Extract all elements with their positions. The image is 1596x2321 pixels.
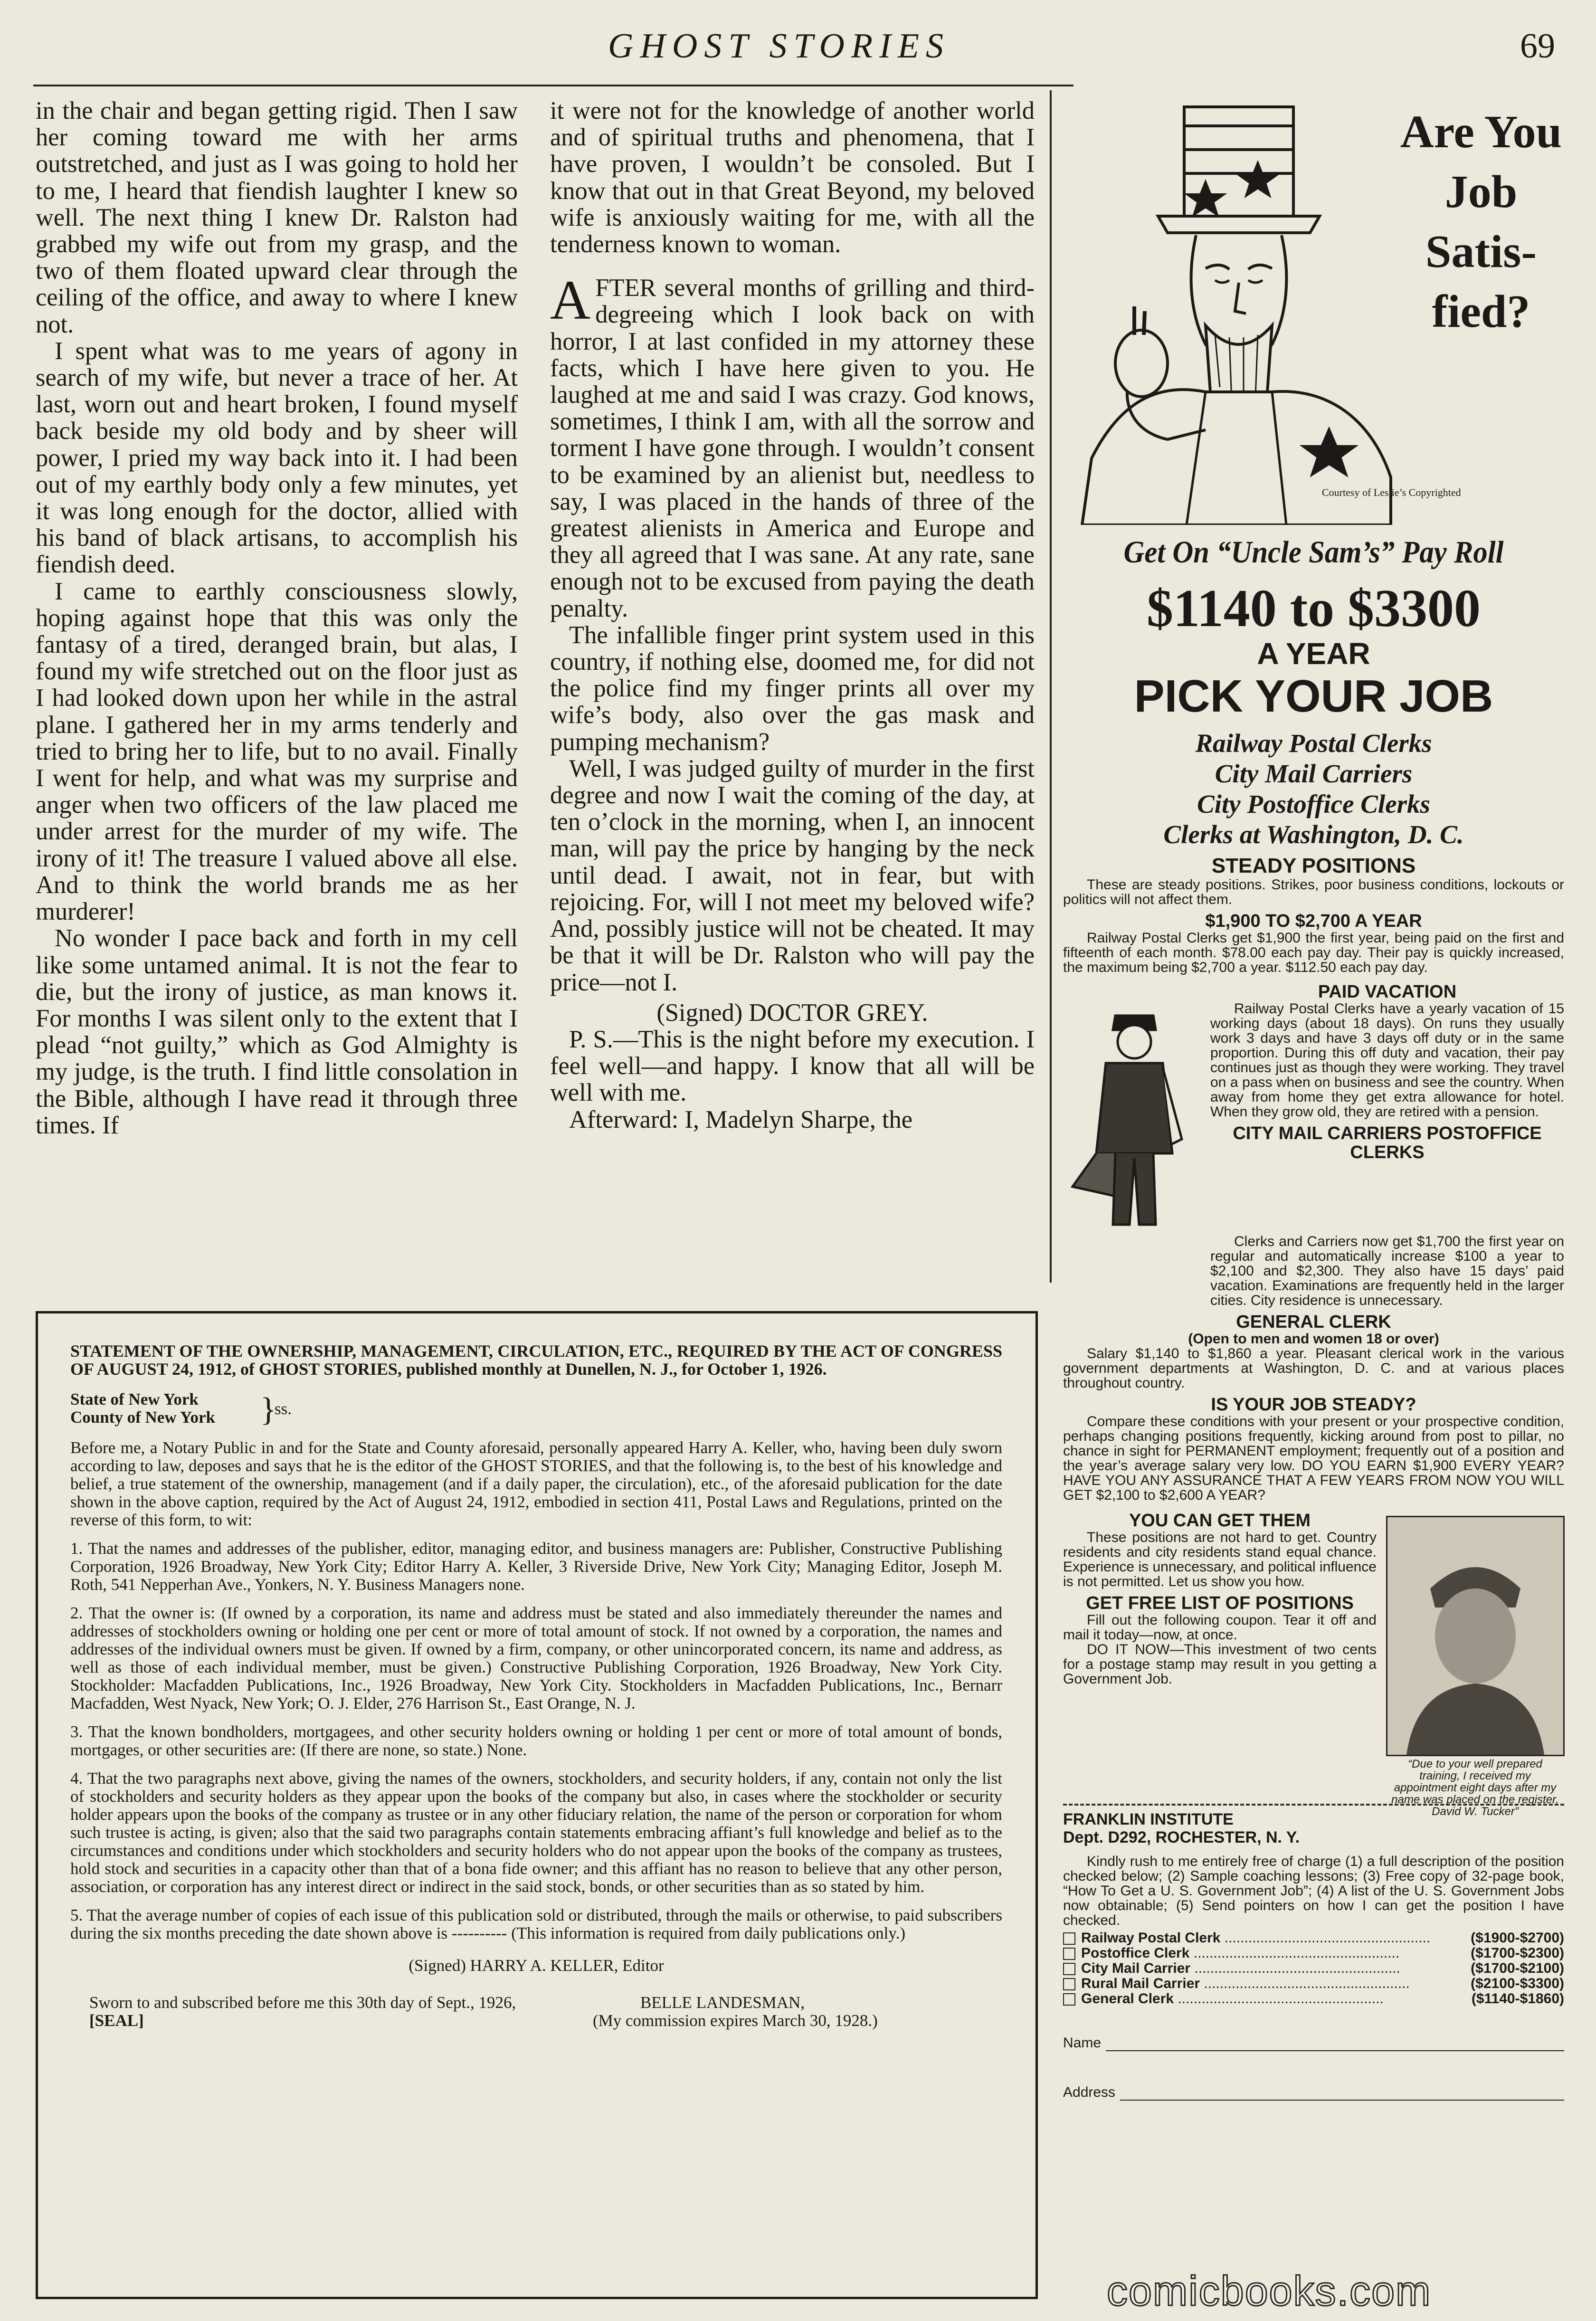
checklist-label: Railway Postal Clerk ..... <box>1081 1931 1471 1946</box>
page-header-title: GHOST STORIES <box>608 27 950 66</box>
checklist-row[interactable] <box>1063 1946 1564 1961</box>
story-paragraph: I came to earthly consciousness slowly, hoping against hope that this was only the fantasy of a tired, deranged brain, but alas, I found my wife stretched out on the floor just as I had looked down upon her while in the astral plane. I gathered her in my arms tenderly and tried to bring her to life, but to no avail. Finally I went for help, and what was my surprise and anger when two officers of the law placed me under arrest for the murder of my wife. The irony of it! The treasure I valued above all else. And to think the world brands me as her murderer! <box>36 577 518 926</box>
notary-name: BELLE LANDESMAN, <box>640 1993 805 2012</box>
uncle-sam-illustration <box>1063 97 1396 525</box>
job-item: Railway Postal Clerks <box>1195 729 1432 758</box>
job-item: City Postoffice Clerks <box>1197 790 1430 818</box>
statement-item-4: 4. That the two paragraphs next above, giving the names of the owners, stockholders, and security holders, if any, contain not only the list of stockholders and security holders as they appear upon the books of the company but also, in cases where the stockholder or security holder appears upon the books of the company as trustee or in any other fiduciary relation, the name of the person or corporation for whom such trustee is acting, is given; also that the said two paragraphs contain statements embracing affiant’s full knowledge and belief as to the circumstances and conditions under which stockholders and security holders who do not appear upon the books of the company as trustees, hold stock and securities in a capacity other than that of a bona fide owner; and this affiant has no reason to believe that any other person, association, or corporation has any interest direct or indirect in the said stock, bonds, or other securities than as so stated by him. <box>70 1769 1002 1896</box>
salary-text: Railway Postal Clerks get $1,900 the first year, being paid on the first and fifteenth of each month. $78.00 each pay day. Their pay is quickly increased, the maximum being $2,700 a year. $112.50 each pay day. <box>1063 930 1564 975</box>
statement-title: STATEMENT OF THE OWNERSHIP, MANAGEMENT, CIRCULATION, ETC., REQUIRED BY THE ACT OF CONGRESS OF AUGUST 24, 1912, of GHOST STORIES, published monthly at Dunellen, N. J., for October 1, 1926. <box>70 1341 1002 1379</box>
story-column-1 <box>36 97 518 1139</box>
statement-intro: Before me, a Notary Public in and for the State and County aforesaid, personally appeared Harry A. Keller, who, having been duly sworn according to law, deposes and says that he is the editor of the GHOST STORIES, and that the following is, to the best of his knowledge and belief, a true statement of the ownership, management (and if a daily paper, the circulation), etc., of the aforesaid publication for the date shown in the above caption, required by the Act of August 24, 1912, embodied in section 411, Postal Laws and Regulations, printed on the reverse of this form, to wit: <box>70 1438 1002 1529</box>
story-signature: (Signed) DOCTOR GREY. <box>656 999 928 1027</box>
brace-glyph: } <box>260 1391 276 1428</box>
illustration-credit: Courtesy of Leslie’s Copyrighted <box>1322 486 1461 498</box>
sworn-block <box>70 1994 1002 2032</box>
address-line[interactable] <box>1120 2087 1564 2101</box>
story-afterward: Afterward: I, Madelyn Sharpe, the <box>569 1105 913 1133</box>
free-list-text: Fill out the following coupon. Tear it off and mail it today—now, at once. <box>1063 1612 1377 1643</box>
ownership-statement-box <box>36 1311 1038 2299</box>
statement-signature: (Signed) HARRY A. KELLER, Editor <box>408 1956 664 1975</box>
column-divider <box>1050 90 1052 1283</box>
statement-item-3: 3. That the known bondholders, mortgagees, and other security holders owning or holding 1 per cent or more of total amount of bonds, mortgages, or other securities are: (If there are none, so state.) None. <box>70 1722 1002 1759</box>
drop-cap: A <box>550 269 591 332</box>
per-year-label: A YEAR <box>1257 637 1370 671</box>
do-it-now-text: DO IT NOW—This investment of two cents for a postage stamp may result in you getting a Government Job. <box>1063 1642 1377 1687</box>
checkbox[interactable] <box>1063 1993 1075 2006</box>
checklist-salary: ($1700-$2100) <box>1471 1960 1564 1976</box>
general-clerk-subheading: (Open to men and women 18 or over) <box>1188 1331 1439 1347</box>
checklist-label: City Mail Carrier ..... <box>1081 1961 1471 1976</box>
story-paragraph: it were not for the knowledge of another world and of spiritual truths and phenomena, that I have proven, I wouldn’t be consoled. But I know that out in that Great Beyond, my beloved wife is anxiously waiting for me, with all the tenderness known to woman. <box>550 97 1035 258</box>
testimonial-caption: “Due to your well prepared training, I received my appointment eight days after my name was placed on the register. David W. Tucker” <box>1391 1758 1559 1818</box>
page-number: 69 <box>1520 27 1555 66</box>
site-watermark: comicbooks.com <box>1107 2267 1432 2314</box>
checklist-salary: ($1900-$2700) <box>1471 1930 1564 1946</box>
header-rule <box>33 85 1074 86</box>
story-paragraph: I spent what was to me years of agony in search of my wife, but never a trace of her. At last, worn out and heart broken, I found myself back beside my old body and by sheer will power, I pried my way back into it. I had been out of my earthly body only a few minutes, yet it was long enough for the doctor, allied with his band of black artisans, to accomplish his fiendish deed. <box>36 337 518 579</box>
job-list <box>1063 728 1564 850</box>
checkbox[interactable] <box>1063 1932 1075 1945</box>
coupon-institute: FRANKLIN INSTITUTE <box>1063 1810 1234 1828</box>
carriers-text: Clerks and Carriers now get $1,700 the first year on regular and automatically increase $100 a year to $2,100 and $2,300. They also have 15 days’ paid vacation. Examinations are frequently held in the larger cities. City residence is unnecessary. <box>1210 1234 1564 1308</box>
salary-heading: $1,900 TO $2,700 A YEAR <box>1205 911 1422 931</box>
paid-vacation-heading: PAID VACATION <box>1318 982 1457 1002</box>
testimonial-text-block <box>1063 1506 1377 1686</box>
headline-line: Satis- <box>1425 226 1537 277</box>
headline-line: Job <box>1444 166 1518 218</box>
story-paragraph: Well, I was judged guilty of murder in the first degree and now I wait the coming of the day, at ten o’clock in the morning, when I, an innocent man, will pay the price by hanging by the neck until dead. I await, not in fear, but with rejoicing. For, will I not meet my beloved wife? And, possibly justice will not be cheated. It may be that it will be Dr. Ralston who will pay the price—not I. <box>550 754 1035 996</box>
checklist-row[interactable] <box>1063 1976 1564 1991</box>
job-steady-heading: IS YOUR JOB STEADY? <box>1211 1395 1416 1415</box>
job-steady-text: Compare these conditions with your present or your prospective condition, perhaps changing positions frequently, kicking around from post to pillar, no chance in sight for PERMANENT employment; frequently out of a position and the year’s average salary very low. DO YOU EARN $1,900 EVERY YEAR? HAVE YOU ANY ASSURANCE THAT A FEW YEARS FROM NOW YOU WILL GET $2,100 to $2,600 A YEAR? <box>1063 1414 1564 1503</box>
free-list-heading: GET FREE LIST OF POSITIONS <box>1086 1593 1354 1613</box>
checkbox[interactable] <box>1063 1963 1075 1975</box>
address-label: Address <box>1063 2084 1116 2100</box>
government-jobs-ad <box>1063 97 1564 2101</box>
testimonial-photo <box>1386 1516 1565 1756</box>
checklist-row[interactable] <box>1063 1931 1564 1946</box>
salary-range: $1140 to $3300 <box>1146 579 1481 638</box>
get-them-text: These positions are not hard to get. Country residents and city residents stand equal chance. Experience is unnecessary, and political influence is not permitted. Let us show you how. <box>1063 1530 1377 1589</box>
ss-abbreviation: ss. <box>275 1399 292 1418</box>
commission-expiry: (My commission expires March 30, 1928.) <box>593 2011 878 2030</box>
statement-item-2: 2. That the owner is: (If owned by a corporation, its name and address must be stated and also immediately thereunder the names and addresses of stockholders owning or holding one per cent or more of total amount of stock. If not owned by a corporation, the names and addresses of the individual owners must be given. If owned by a firm, company, or other unincorporated concern, its name and address, as well as those of each individual member, must be given.) Constructive Publishing Corporation, 1926 Broadway, New York City. Stockholder: Macfadden Publications, Inc., 1926 Broadway, New York City. Stockholders in Macfadden Publications, Inc., Bernarr Macfadden, West Nyack, New York; O. J. Elder, 276 Harrison St., East Orange, N. J. <box>70 1604 1002 1712</box>
checkbox[interactable] <box>1063 1978 1075 1990</box>
story-postscript: P. S.—This is the night before my execution. I feel well—and happy. I know that all will be well with me. <box>550 1025 1035 1107</box>
sworn-line: Sworn to and subscribed before me this 30th day of Sept., 1926, <box>89 1993 516 2012</box>
job-item: Clerks at Washington, D. C. <box>1163 820 1464 849</box>
name-label: Name <box>1063 2035 1102 2051</box>
position-checklist <box>1063 1931 1564 2007</box>
vacation-text-block <box>1210 978 1564 1162</box>
uncle-sam-illustration-area <box>1063 97 1564 534</box>
checklist-salary: ($1140-$1860) <box>1471 1991 1564 2007</box>
statement-venue <box>70 1390 1002 1427</box>
checklist-salary: ($1700-$2300) <box>1471 1945 1564 1961</box>
general-clerk-text: Salary $1,140 to $1,860 a year. Pleasant clerical work in the various government departments at Washington, D. C. and at various places throughout country. <box>1063 1346 1564 1391</box>
seal-label: [SEAL] <box>89 2011 144 2030</box>
order-coupon <box>1063 1804 1564 2101</box>
soldier-portrait <box>1387 1517 1563 1755</box>
pick-your-job: PICK YOUR JOB <box>1134 671 1493 722</box>
name-field[interactable] <box>1063 2035 1564 2051</box>
checkbox[interactable] <box>1063 1948 1075 1960</box>
coupon-request-text: Kindly rush to me entirely free of charge (1) a full description of the position checked below; (2) Sample coaching lessons; (3) Free copy of 32-page book, “How To Get a U. S. Government Job”; (4) A list of the U. S. Government Jobs now obtainable; (5) Send pointers on how I can get the position I have checked. <box>1063 1854 1564 1928</box>
vacation-section <box>1063 978 1564 1234</box>
address-field[interactable] <box>1063 2084 1564 2101</box>
checklist-label: Rural Mail Carrier ..... <box>1081 1976 1471 1991</box>
ad-headline <box>1396 102 1567 342</box>
story-paragraph: in the chair and began getting rigid. Then I saw her coming toward me with her arms outstretched, and just as I was going to hold her to me, I heard that fiendish laughter I knew so well. The next thing I knew Dr. Ralston had grabbed my wife out from my grasp, and the two of them floated upward clear through the ceiling of the office, and away to where I knew not. <box>36 97 518 338</box>
statement-item-1: 1. That the names and addresses of the publisher, editor, managing editor, and business managers are: Publisher, Constructive Publishing Corporation, 1926 Broadway, New York City; Editor Harry A. Keller, 3 Riverside Drive, New York City; Managing Editor, Joseph M. Roth, 541 Nepperhan Ave., Yonkers, N. Y. Business Managers none. <box>70 1539 1002 1594</box>
statement-item-5: 5. That the average number of copies of each issue of this publication sold or distributed, through the mails or otherwise, to paid subscribers during the six months preceding the date shown above is ---------- (This information is required from daily publications only.) <box>70 1906 1002 1942</box>
testimonial-section <box>1063 1506 1564 1818</box>
mail-carrier-illustration <box>1063 997 1206 1234</box>
get-them-heading: YOU CAN GET THEM <box>1129 1511 1311 1531</box>
job-item: City Mail Carriers <box>1215 759 1413 788</box>
story-column-2 <box>550 97 1035 1133</box>
name-line[interactable] <box>1106 2038 1564 2051</box>
steady-positions-heading: STEADY POSITIONS <box>1211 854 1416 877</box>
checklist-label: General Clerk ..... <box>1081 1991 1472 2007</box>
state-line: State of New York <box>70 1390 199 1408</box>
steady-positions-text: These are steady positions. Strikes, poor business conditions, lockouts or politics will not affect them. <box>1063 877 1564 907</box>
county-line: County of New York <box>70 1408 215 1427</box>
dropcap-paragraph-text: FTER several months of grilling and third-degreeing which I look back on with horror, I at last confided in my attorney these facts, which I have here given to you. He laughed at me and said I was crazy. God knows, sometimes, I think I am, with all the sorrow and torment I have gone through. I wouldn’t consent to be examined by an alienist but, needless to say, I was placed in the hands of three of the greatest alienists in America and Europe and they all agreed that I was sane. At any rate, sane enough not to be excused from paying the death penalty. <box>550 274 1035 622</box>
coupon-dept: Dept. D292, ROCHESTER, N. Y. <box>1063 1828 1300 1846</box>
headline-line: Are You <box>1400 106 1562 158</box>
carriers-heading: CITY MAIL CARRIERS POSTOFFICE CLERKS <box>1233 1123 1542 1162</box>
checklist-row[interactable] <box>1063 1961 1564 1976</box>
general-clerk-heading: GENERAL CLERK <box>1236 1312 1391 1332</box>
story-paragraph: The infallible finger print system used in this country, if nothing else, doomed me, for did not the police find my finger prints all over my wife’s body, also over the gas mask and pumping mechanism? <box>550 621 1035 756</box>
checklist-row[interactable] <box>1063 1991 1564 2007</box>
headline-line: fied? <box>1432 286 1530 337</box>
checklist-salary: ($2100-$3300) <box>1471 1976 1564 1991</box>
paid-vacation-text: Railway Postal Clerks have a yearly vacation of 15 working days (about 18 days). On runs they usually work 3 days and have 3 days off duty or in the same proportion. During this off duty and vacation, their pay continues just as though they were working. They travel on a pass when on business and see the country. When away from home they get extra allowance for hotel. When they grow old, they are retired with a pension. <box>1210 1001 1564 1120</box>
story-paragraph: No wonder I pace back and forth in my cell like some untamed animal. It is not the fear to die, but the irony of justice, as man knows it. For months I was silent only to the extent that I plead “not guilty,” which as God Almighty is my judge, is the truth. I find little consolation in the Bible, although I have read it through three times. If <box>36 924 518 1139</box>
story-paragraph-dropcap <box>550 269 1035 622</box>
checklist-label: Postoffice Clerk ..... <box>1081 1946 1471 1961</box>
payroll-heading: Get On “Uncle Sam’s” Pay Roll <box>1123 535 1504 570</box>
